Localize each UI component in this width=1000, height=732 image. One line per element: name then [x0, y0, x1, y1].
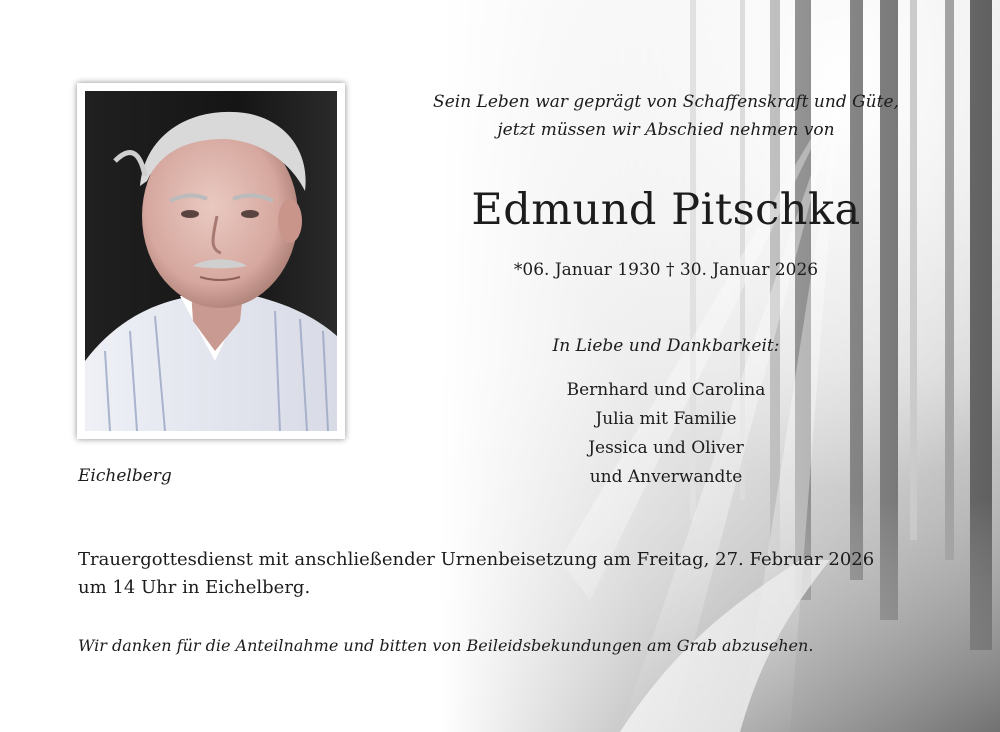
service-info — [78, 546, 958, 602]
service-line-1: Trauergottesdienst mit anschließender Urnenbeisetzung am Freitag, 27. Februar 2026 — [78, 549, 875, 570]
intro-line-1: Sein Leben war geprägt von Schaffenskraft und Güte, — [433, 92, 899, 112]
mourner-name: Bernhard und Carolina — [566, 380, 766, 400]
mourner-name: Jessica und Oliver — [588, 438, 744, 458]
life-dates: *06. Januar 1930 † 30. Januar 2026 — [513, 260, 819, 280]
service-line-2: um 14 Uhr in Eichelberg. — [78, 577, 311, 598]
closing-note: Wir danken für die Anteilnahme und bitten von Beileidsbekundungen am Grab abzusehen. — [78, 636, 814, 655]
intro-line-2: jetzt müssen wir Abschied nehmen von — [497, 120, 835, 140]
mourners-heading: In Liebe und Dankbarkeit: — [552, 336, 780, 356]
deceased-name: Edmund Pitschka — [471, 185, 861, 235]
portrait-photo-frame — [77, 83, 345, 439]
place-name: Eichelberg — [78, 466, 172, 486]
portrait-photo — [85, 91, 337, 431]
mourner-name: Julia mit Familie — [595, 409, 737, 429]
intro-text — [380, 88, 952, 144]
mourner-name: und Anverwandte — [589, 467, 743, 487]
mourners-list — [380, 376, 952, 492]
